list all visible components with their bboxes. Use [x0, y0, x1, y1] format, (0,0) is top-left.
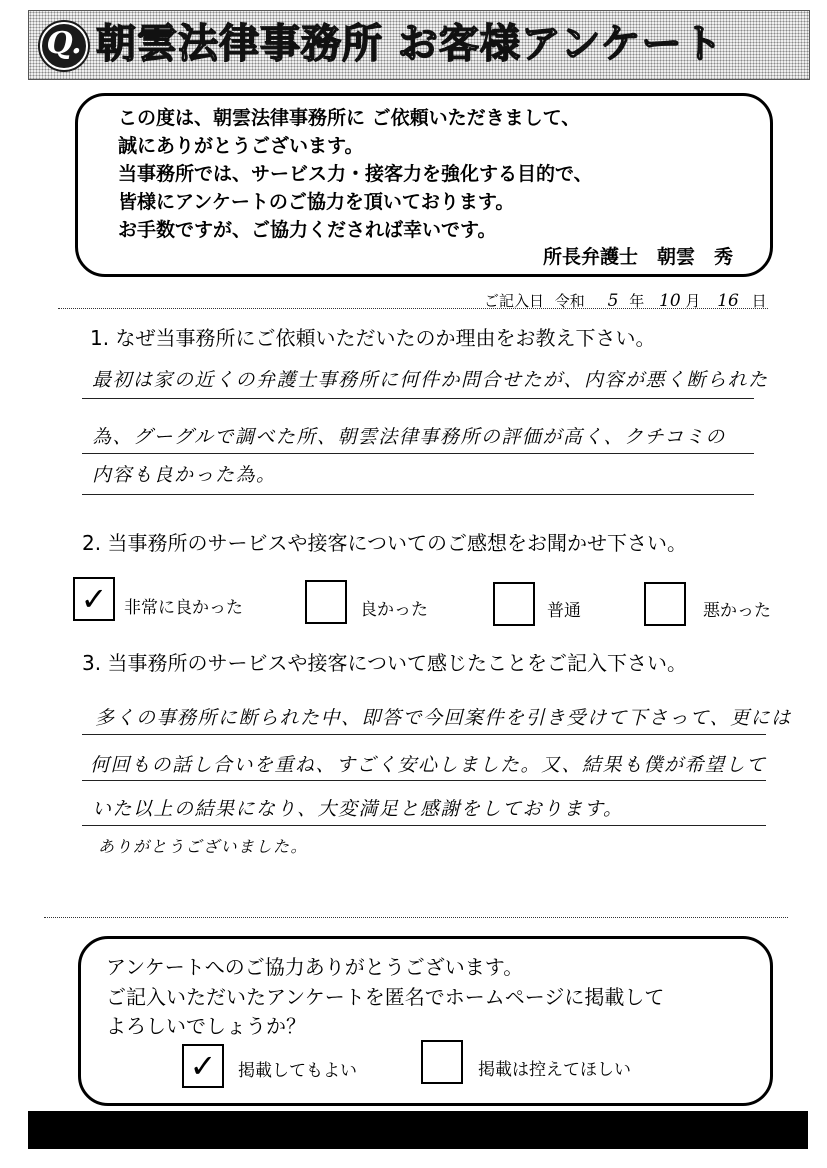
- intro-line: 当事務所では、サービス力・接客力を強化する目的で、: [118, 163, 593, 185]
- date-day-unit: 日: [751, 292, 767, 310]
- page-title: 朝雲法律事務所 お客様アンケート: [96, 21, 724, 67]
- answer-rule: [82, 398, 754, 399]
- question-2: 2. 当事務所のサービスや接客についてのご感想をお聞かせ下さい。: [82, 531, 688, 555]
- consent-line: アンケートへのご協力ありがとうございます。: [106, 955, 524, 979]
- option-label-bad: 悪かった: [703, 601, 771, 621]
- q3-answer-line: 何回もの話し合いを重ね、すごく安心しました。又、結果も僕が希望して: [90, 754, 767, 776]
- option-checkbox-good[interactable]: [305, 580, 347, 624]
- date-month-unit: 月: [685, 292, 701, 310]
- date-month: 10: [659, 291, 681, 311]
- date-year: 5: [607, 291, 619, 311]
- answer-rule: [82, 453, 754, 454]
- intro-line: 皆様にアンケートのご協力を頂いております。: [118, 191, 515, 213]
- consent-line: よろしいでしょうか？: [106, 1014, 306, 1038]
- consent-label-decline: 掲載は控えてほしい: [478, 1060, 631, 1080]
- option-checkbox-bad[interactable]: [644, 582, 686, 626]
- q1-answer-line: 為、グーグルで調べた所、朝雲法律事務所の評価が高く、クチコミの: [92, 426, 726, 448]
- q-badge-letter: Q.: [46, 26, 82, 61]
- date-day: 16: [717, 291, 739, 311]
- check-icon: ✓: [80, 580, 108, 618]
- question-3: 3. 当事務所のサービスや接客について感じたことをご記入下さい。: [82, 651, 688, 675]
- option-checkbox-average[interactable]: [493, 582, 535, 626]
- q3-answer-line: いた以上の結果になり、大変満足と感謝をしております。: [92, 798, 624, 820]
- option-checkbox-very-good[interactable]: [73, 577, 115, 621]
- answer-rule: [82, 825, 766, 826]
- question-1: 1. なぜ当事務所にご依頼いただいたのか理由をお教え下さい。: [90, 326, 656, 350]
- consent-label-allow: 掲載してもよい: [238, 1061, 357, 1081]
- date-year-unit: 年: [629, 292, 645, 310]
- option-label-very-good: 非常に良かった: [124, 598, 243, 618]
- q1-answer-line: 内容も良かった為。: [92, 464, 277, 486]
- date-era: 令和: [554, 292, 585, 310]
- bottom-bar: [28, 1111, 808, 1149]
- option-label-good: 良かった: [360, 600, 428, 620]
- consent-checkbox-allow[interactable]: [182, 1044, 224, 1088]
- check-icon: ✓: [189, 1047, 217, 1085]
- signature: 所長弁護士 朝雲 秀: [542, 246, 733, 268]
- answer-rule: [82, 734, 766, 735]
- intro-line: 誠にありがとうございます。: [118, 135, 364, 157]
- q1-answer-line: 最初は家の近くの弁護士事務所に何件か問合せたが、内容が悪く断られた: [92, 369, 769, 391]
- q3-answer-line: 多くの事務所に断られた中、即答で今回案件を引き受けて下さって、更には: [95, 707, 792, 729]
- date-row: [484, 290, 767, 311]
- answer-rule: [82, 780, 766, 781]
- dotted-divider: [44, 917, 788, 918]
- option-label-average: 普通: [547, 601, 581, 621]
- date-label: ご記入日: [484, 292, 545, 310]
- answer-rule: [82, 494, 754, 495]
- intro-line: お手数ですが、ご協力くだされば幸いです。: [118, 219, 497, 241]
- intro-line: この度は、朝雲法律事務所に ご依頼いただきまして、: [118, 107, 581, 129]
- consent-line: ご記入いただいたアンケートを匿名でホームページに掲載して: [106, 985, 665, 1009]
- q3-answer-line: ありがとうございました。: [98, 837, 309, 856]
- consent-checkbox-decline[interactable]: [421, 1040, 463, 1084]
